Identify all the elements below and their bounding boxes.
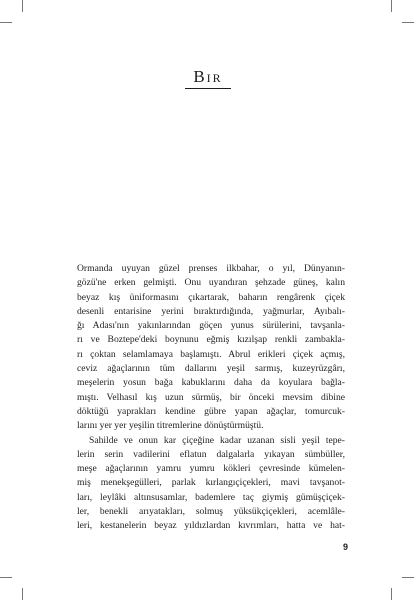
crop-mark-bottom-left [22,588,23,600]
body-text [77,262,345,534]
text-line: ler, benekli arıyatakları, solmuş yüksükçiçekleri, acemlâle- [77,506,345,518]
crop-mark-top-left-h [0,22,12,23]
crop-mark-bottom-right-h [402,577,414,578]
page-number: 9 [342,542,348,552]
text-line: meşelerin yosun bağa kabuklarını daha da koyulara bağla- [77,377,345,389]
text-line: ceviz ağaçlarının tüm dallarını yeşil sarmış, kuzeyrüzgârı, [77,363,345,375]
crop-mark-top-left [22,0,23,12]
chapter-heading [180,66,236,89]
text-line: ları, leylâki altınsusamlar, bademlere taç giymiş gümüşçiçek- [77,491,345,503]
text-line: leri, kestanelerin beyaz yıldızlardan kıvrımları, hatta ve hat- [77,520,345,532]
text-line: gözü'ne erken gelmişti. Onu uyandıran şehzade güneş, kalın [77,277,345,289]
crop-mark-bottom-left-h [0,577,12,578]
text-line: döktüğü yaprakları kendine gübre yapan ağaçlar, tomurcuk- [77,405,345,417]
text-line: mıştı. Velhasıl kış uzun sürmüş, bir önceki mevsim dibine [77,391,345,403]
text-line: rı ve Boztepe'deki boynunu eğmiş kızılşap renkli zambakla- [77,334,345,346]
crop-mark-top-right [391,0,392,12]
text-line: larını yer yer yeşilin titremlerine dönüştürmüştü. [77,420,264,432]
text-line: ğı Adası'nın yakınlarından göçen yunus sürülerini, tavşanla- [77,320,345,332]
text-line: rı çoktan selamlamaya başlamıştı. Abrul erikleri çiçek açmış, [77,348,345,360]
crop-mark-top-right-h [402,22,414,23]
text-line: beyaz kış üniformasını çıkartarak, baharın rengârenk çiçek [77,291,345,303]
chapter-title-underline [185,88,231,89]
text-line: Sahilde ve onun kar çiçeğine kadar uzanan sisli yeşil tepe- [89,434,345,446]
crop-mark-bottom-right [391,588,392,600]
text-line: desenli entarisine yerini bıraktırdığında, yağmurlar, Ayıbalı- [77,305,345,317]
text-line: lerin serin vadilerini eflatun dalgalarla yıkayan sümbüller, [77,448,345,460]
chapter-title: Bir [193,67,223,86]
text-line: miş menekşegülleri, parlak kırlangıçiçekleri, mavi tavşanot- [77,477,345,489]
paragraph-2 [77,434,345,534]
text-line: Ormanda uyuyan güzel prenses ilkbahar, o yıl, Dünyanın- [77,263,345,274]
text-line: meşe ağaçlarının yamru yumru kökleri çevresinde kümelen- [77,463,345,475]
paragraph-1 [77,262,345,434]
